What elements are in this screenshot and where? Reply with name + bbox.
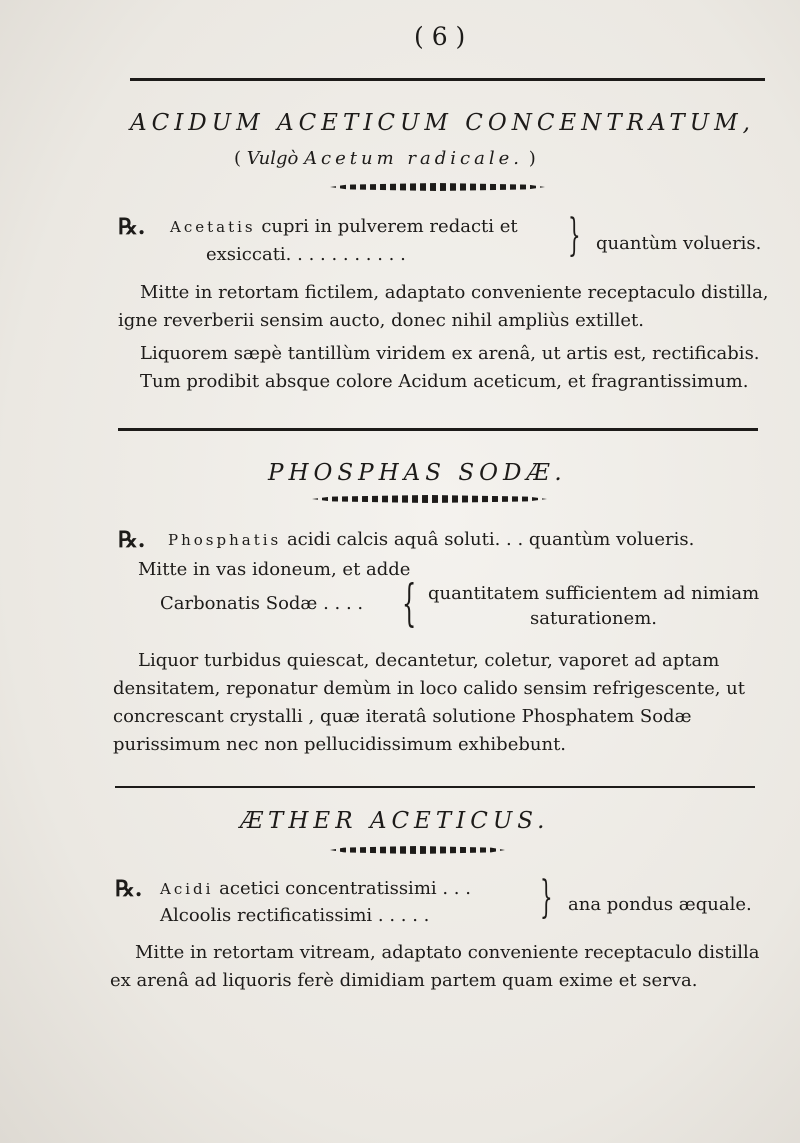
ornament-divider bbox=[330, 183, 545, 191]
section-subtitle-acidum: ( Vulgò Acetum radicale. ) bbox=[234, 148, 536, 169]
ingredient-line: Alcoolis rectificatissimi . . . . . bbox=[160, 905, 430, 926]
section-rule bbox=[115, 786, 755, 788]
paragraph-line: Mitte in retortam vitream, adaptato conveniente receptaculo distilla bbox=[135, 942, 760, 963]
recipe-symbol: ℞. bbox=[118, 527, 146, 553]
ingredient-line: Acidi acetici concentratissimi . . . bbox=[160, 878, 471, 899]
paragraph-line: Liquorem sæpè tantillùm viridem ex arenâ, ut artis est, rectificabis. bbox=[140, 343, 760, 364]
ornament-divider bbox=[330, 846, 505, 854]
ingredient-quantity: quantitatem sufficientem ad nimiam bbox=[428, 583, 760, 604]
ingredient-quantity: ana pondus æquale. bbox=[568, 894, 752, 915]
brace: { bbox=[402, 574, 417, 632]
section-title-phosphas: PHOSPHAS SODÆ. bbox=[268, 460, 567, 486]
top-rule bbox=[130, 78, 765, 81]
paragraph-line: igne reverberii sensim aucto, donec nihil ampliùs extillet. bbox=[118, 310, 645, 331]
ingredient-line: Carbonatis Sodæ . . . . bbox=[160, 593, 364, 614]
ingredient-line: Phosphatis acidi calcis aquâ soluti. . . quantùm volueris. bbox=[168, 529, 695, 550]
paragraph-line: purissimum nec non pellucidissimum exhibebunt. bbox=[113, 734, 567, 755]
section-title-acidum: ACIDUM ACETICUM CONCENTRATUM, bbox=[130, 110, 755, 136]
paragraph-line: Mitte in retortam fictilem, adaptato conveniente receptaculo distilla, bbox=[140, 282, 769, 303]
brace: } bbox=[568, 210, 581, 261]
section-rule bbox=[118, 428, 758, 431]
ingredient-line: exsiccati. . . . . . . . . . . bbox=[206, 244, 406, 265]
recipe-symbol: ℞. bbox=[118, 214, 146, 240]
ornament-divider bbox=[312, 495, 547, 503]
ingredient-quantity: saturationem. bbox=[530, 608, 657, 629]
brace: } bbox=[540, 872, 553, 923]
paragraph-line: Liquor turbidus quiescat, decantetur, coletur, vaporet ad aptam bbox=[138, 650, 720, 671]
paragraph-line: densitatem, reponatur demùm in loco calido sensim refrigescente, ut bbox=[113, 678, 745, 699]
ingredient-quantity: quantùm volueris. bbox=[596, 233, 762, 254]
paragraph-line: concrescant crystalli , quæ iteratâ solutione Phosphatem Sodæ bbox=[113, 706, 692, 727]
paragraph-line: ex arenâ ad liquoris ferè dimidiam partem quam exime et serva. bbox=[110, 970, 698, 991]
section-title-aether: ÆTHER ACETICUS. bbox=[240, 808, 550, 834]
recipe-symbol: ℞. bbox=[115, 876, 143, 902]
ingredient-line: Acetatis cupri in pulverem redacti et bbox=[170, 216, 518, 237]
paragraph-line: Tum prodibit absque colore Acidum aceticum, et fragrantissimum. bbox=[140, 371, 749, 392]
page-number: ( 6 ) bbox=[414, 22, 466, 51]
paragraph-line: Mitte in vas idoneum, et adde bbox=[138, 559, 411, 580]
